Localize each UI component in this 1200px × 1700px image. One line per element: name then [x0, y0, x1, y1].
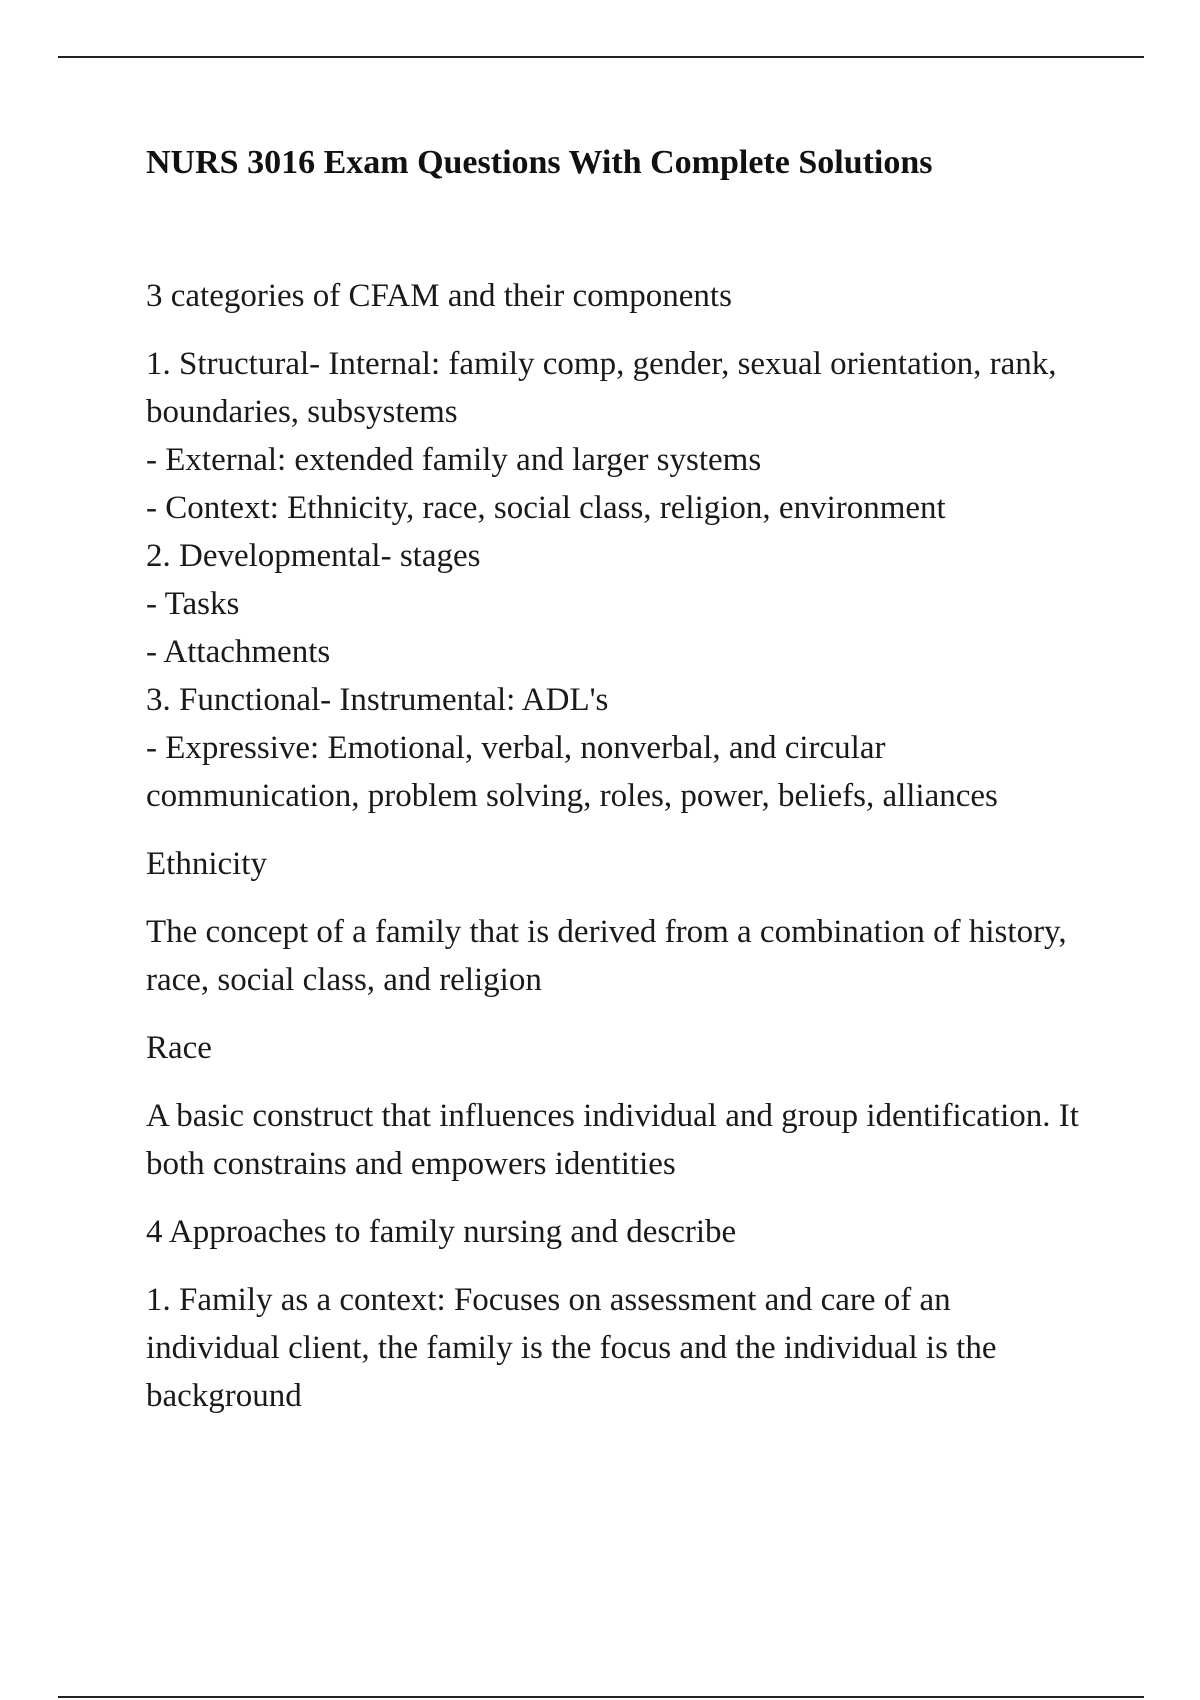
answer-line: 3. Functional- Instrumental: ADL's	[146, 682, 609, 718]
answer-line: - Context: Ethnicity, race, social class, religion, environment	[146, 490, 946, 526]
answer-line: 1. Family as a context: Focuses on assessment and care of an individual client, the family is the focus and the individual is the background	[146, 1282, 997, 1414]
answer-race	[146, 1092, 1086, 1188]
bottom-divider	[58, 1696, 1144, 1698]
answer-line: 1. Structural- Internal: family comp, gender, sexual orientation, rank, boundaries, subsystems	[146, 346, 1057, 430]
answer-line: - External: extended family and larger systems	[146, 442, 762, 478]
answer-line: The concept of a family that is derived from a combination of history, race, social class, and religion	[146, 914, 1067, 998]
top-divider	[58, 56, 1144, 58]
answer-line: - Attachments	[146, 634, 331, 670]
document-body	[146, 140, 1086, 1440]
answer-family-nursing-approaches	[146, 1276, 1086, 1420]
answer-cfam-categories	[146, 340, 1086, 820]
question-family-nursing-approaches: 4 Approaches to family nursing and describe	[146, 1214, 737, 1250]
answer-line: A basic construct that influences individual and group identification. It both constrains and empowers identities	[146, 1098, 1079, 1182]
answer-line: - Expressive: Emotional, verbal, nonverbal, and circular communication, problem solving, roles, power, beliefs, alliances	[146, 730, 998, 814]
question-cfam-categories: 3 categories of CFAM and their components	[146, 278, 732, 314]
question-ethnicity: Ethnicity	[146, 846, 267, 882]
answer-line: - Tasks	[146, 586, 240, 622]
answer-line: 2. Developmental- stages	[146, 538, 481, 574]
question-race: Race	[146, 1030, 212, 1066]
document-title: NURS 3016 Exam Questions With Complete Solutions	[146, 144, 933, 181]
qa-list	[146, 272, 1086, 1420]
answer-ethnicity	[146, 908, 1086, 1004]
